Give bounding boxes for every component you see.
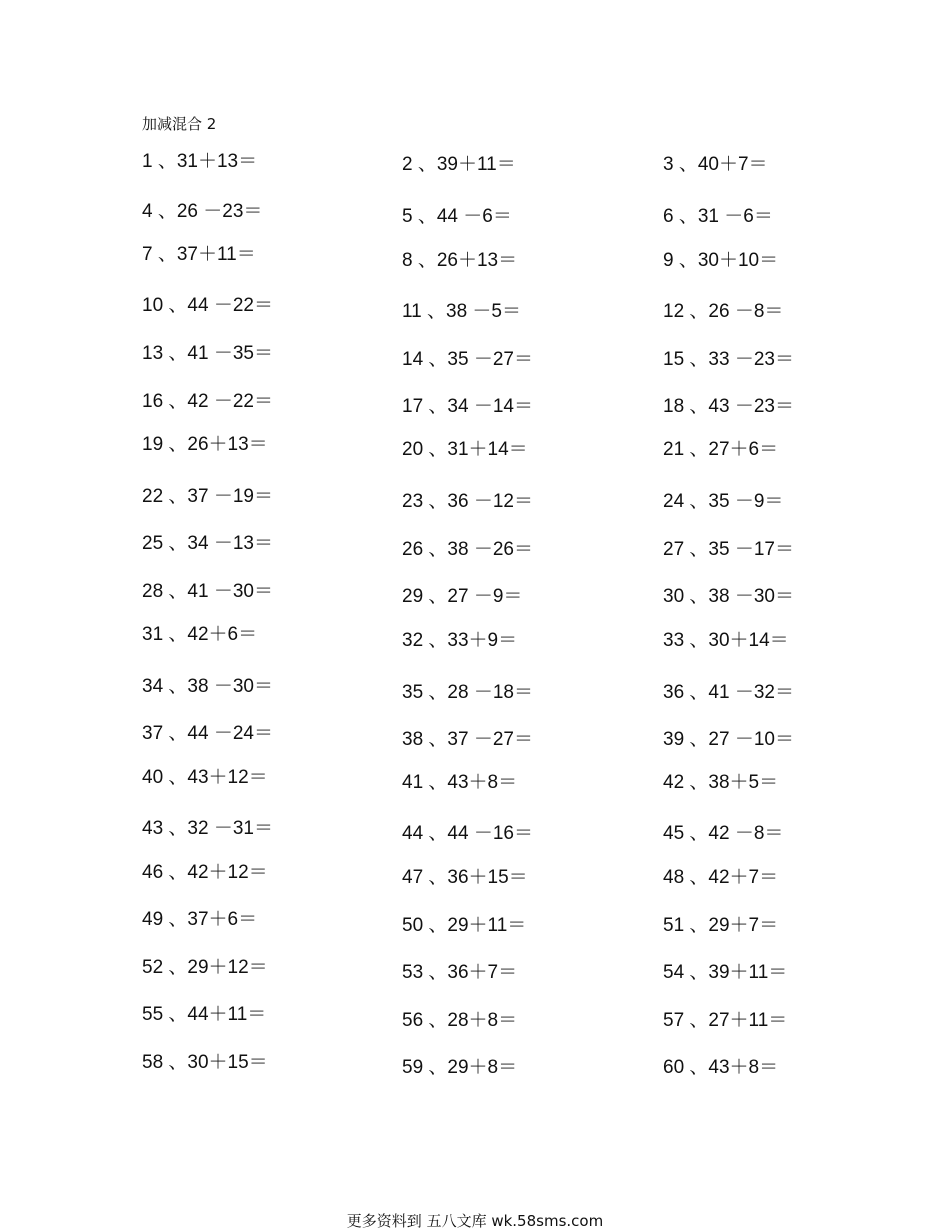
problem-34: 34 、38 －30＝ — [142, 676, 273, 697]
problem-38: 38 、37 －27＝ — [402, 729, 533, 750]
problem-23: 23 、36 －12＝ — [402, 491, 533, 512]
problem-50: 50 、29＋11＝ — [402, 915, 527, 936]
problem-52: 52 、29＋12＝ — [142, 957, 268, 978]
footer-watermark: 更多资料到 五八文库 wk.58sms.com — [346, 1212, 604, 1230]
problem-45: 45 、42 －8＝ — [663, 823, 784, 844]
problem-57: 57 、27＋11＝ — [663, 1010, 788, 1031]
problem-58: 58 、30＋15＝ — [142, 1052, 268, 1073]
problem-28: 28 、41 －30＝ — [142, 581, 273, 602]
problem-41: 41 、43＋8＝ — [402, 772, 518, 793]
problem-42: 42 、38＋5＝ — [663, 772, 779, 793]
problem-25: 25 、34 －13＝ — [142, 533, 273, 554]
problem-59: 59 、29＋8＝ — [402, 1057, 518, 1078]
problem-11: 11 、38 －5＝ — [402, 301, 521, 322]
problem-26: 26 、38 －26＝ — [402, 539, 533, 560]
problem-4: 4 、26 －23＝ — [142, 201, 263, 222]
problem-47: 47 、36＋15＝ — [402, 867, 528, 888]
problem-16: 16 、42 －22＝ — [142, 391, 273, 412]
problem-37: 37 、44 －24＝ — [142, 723, 273, 744]
problem-24: 24 、35 －9＝ — [663, 491, 784, 512]
problem-51: 51 、29＋7＝ — [663, 915, 779, 936]
problem-6: 6 、31 －6＝ — [663, 206, 773, 227]
problem-60: 60 、43＋8＝ — [663, 1057, 779, 1078]
problem-12: 12 、26 －8＝ — [663, 301, 784, 322]
problem-43: 43 、32 －31＝ — [142, 818, 273, 839]
problem-20: 20 、31＋14＝ — [402, 439, 528, 460]
page-title: 加减混合 2 — [142, 115, 217, 133]
problem-8: 8 、26＋13＝ — [402, 250, 518, 271]
problem-27: 27 、35 －17＝ — [663, 539, 794, 560]
problem-18: 18 、43 －23＝ — [663, 396, 794, 417]
problem-17: 17 、34 －14＝ — [402, 396, 533, 417]
problem-22: 22 、37 －19＝ — [142, 486, 273, 507]
problem-40: 40 、43＋12＝ — [142, 767, 268, 788]
problem-21: 21 、27＋6＝ — [663, 439, 779, 460]
problem-19: 19 、26＋13＝ — [142, 434, 268, 455]
problem-9: 9 、30＋10＝ — [663, 250, 779, 271]
problem-54: 54 、39＋11＝ — [663, 962, 788, 983]
problem-2: 2 、39＋11＝ — [402, 154, 516, 175]
problem-33: 33 、30＋14＝ — [663, 630, 789, 651]
problem-30: 30 、38 －30＝ — [663, 586, 794, 607]
problem-31: 31 、42＋6＝ — [142, 624, 258, 645]
problem-36: 36 、41 －32＝ — [663, 682, 794, 703]
problem-55: 55 、44＋11＝ — [142, 1004, 267, 1025]
problem-32: 32 、33＋9＝ — [402, 630, 518, 651]
problem-49: 49 、37＋6＝ — [142, 909, 258, 930]
problem-29: 29 、27 －9＝ — [402, 586, 523, 607]
problem-39: 39 、27 －10＝ — [663, 729, 794, 750]
problem-13: 13 、41 －35＝ — [142, 343, 273, 364]
problem-5: 5 、44 －6＝ — [402, 206, 512, 227]
problem-46: 46 、42＋12＝ — [142, 862, 268, 883]
problem-7: 7 、37＋11＝ — [142, 244, 256, 265]
problem-48: 48 、42＋7＝ — [663, 867, 779, 888]
problem-14: 14 、35 －27＝ — [402, 349, 533, 370]
problem-10: 10 、44 －22＝ — [142, 295, 273, 316]
problem-15: 15 、33 －23＝ — [663, 349, 794, 370]
problem-35: 35 、28 －18＝ — [402, 682, 533, 703]
problem-3: 3 、40＋7＝ — [663, 154, 768, 175]
problem-56: 56 、28＋8＝ — [402, 1010, 518, 1031]
problem-44: 44 、44 －16＝ — [402, 823, 533, 844]
problem-1: 1 、31＋13＝ — [142, 151, 258, 172]
problem-53: 53 、36＋7＝ — [402, 962, 518, 983]
